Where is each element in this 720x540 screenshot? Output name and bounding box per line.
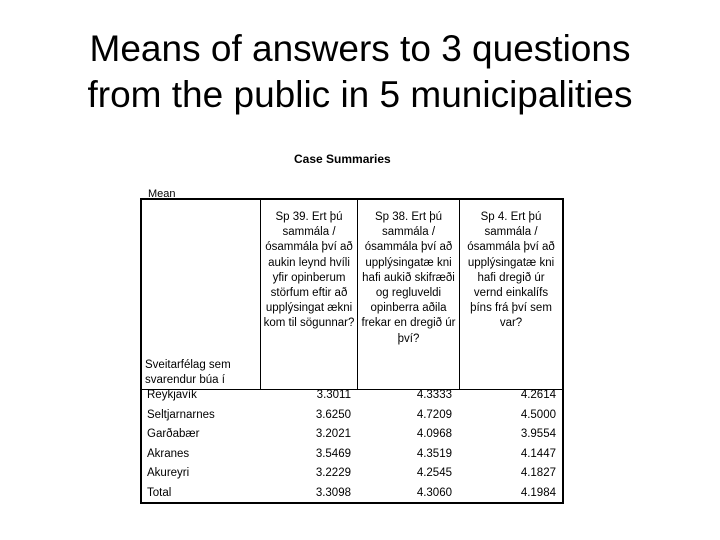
slide-title: [0, 26, 720, 118]
cell-value: 4.3060: [416, 486, 452, 499]
cell-value: 3.3098: [315, 486, 351, 499]
table-row: [142, 386, 562, 406]
slide-title-line-1: Means of answers to 3 questions: [89, 28, 631, 69]
table-row: [142, 406, 562, 426]
column-header-text: Sp 38. Ert þú sammála / ósammála því að upplýsingatæ kni hafi aukið skifræði og regluveldi opinberra aðila frekar en dregið úr því?: [361, 211, 456, 345]
slide-title-line-2: from the public in 5 municipalities: [87, 74, 633, 115]
row-label: Akranes: [147, 447, 190, 460]
table-row: [142, 425, 562, 445]
cell-value: 4.3333: [416, 389, 452, 401]
row-label: Akureyri: [147, 467, 190, 479]
column-header-sp4: [459, 200, 562, 390]
column-header-sp38: [357, 200, 459, 390]
cell-value: 4.2545: [416, 467, 452, 479]
cell-value: 4.7209: [416, 408, 452, 421]
row-label: Total: [147, 486, 172, 499]
cell-value: 4.1827: [520, 467, 556, 479]
statistic-label: Mean: [148, 188, 176, 199]
table-body: [142, 386, 562, 503]
row-label: Seltjarnarnes: [147, 408, 215, 421]
table-row: [142, 445, 562, 465]
cell-value: 4.0968: [416, 428, 452, 440]
row-label: Garðabær: [147, 428, 200, 440]
row-label: Reykjavík: [147, 389, 197, 401]
cell-value: 3.2021: [315, 428, 351, 440]
column-header-sp39: [260, 200, 357, 390]
cell-value: 3.3011: [316, 389, 351, 401]
cell-value: 4.2614: [520, 389, 556, 401]
cell-value: 4.1984: [520, 486, 556, 499]
cell-value: 4.3519: [416, 447, 452, 460]
column-header-text: Sp 4. Ert þú sammála / ósammála því að upplýsingatæ kni hafi dregið úr vernd einkalífs þíns frá því sem var?: [467, 211, 555, 330]
cell-value: 3.2229: [315, 467, 351, 479]
cell-value: 4.1447: [520, 447, 556, 460]
table-row-total: [142, 484, 562, 504]
table-title: Case Summaries: [294, 152, 391, 166]
row-header-label: Sveitarfélag sem svarendur búa í: [145, 359, 231, 386]
cell-value: 3.9554: [520, 428, 556, 440]
cell-value: 4.5000: [520, 408, 556, 421]
cell-value: 3.6250: [315, 408, 351, 421]
column-header-text: Sp 39. Ert þú sammála / ósammála því að aukin leynd hvíli yfir opinberum störfum eftir að upplýsingat ækni kom til sögunnar?: [263, 211, 355, 330]
case-summaries-table: [140, 198, 564, 504]
cell-value: 3.5469: [315, 447, 351, 460]
table-row: [142, 464, 562, 484]
